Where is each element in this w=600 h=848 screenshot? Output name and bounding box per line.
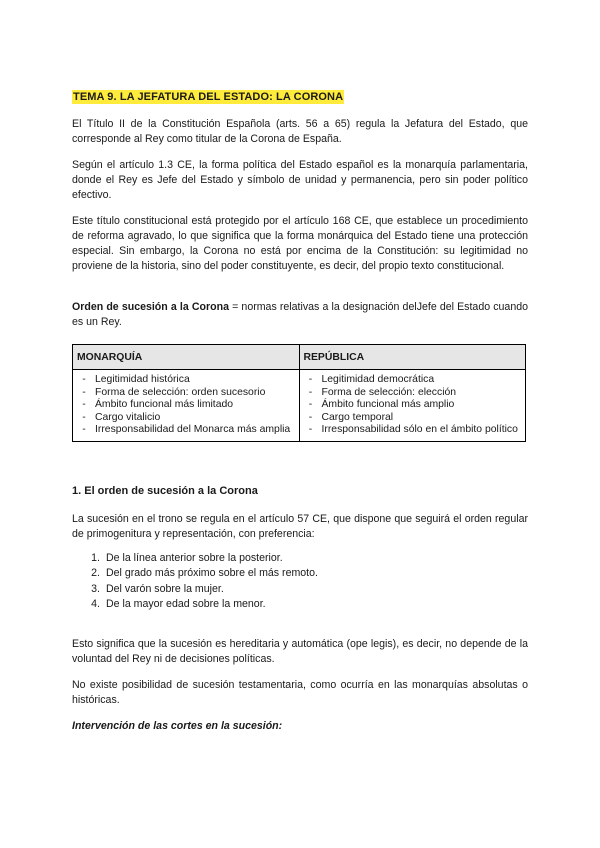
section-heading: 1. El orden de sucesión a la Corona [72, 485, 258, 497]
paragraph-titulo-ii: El Título II de la Constitución Española (arts. 56 a 65) regula la Jefatura del Estado, que corresponde al Rey como titular de la Corona de España. [72, 118, 528, 145]
list-item: 4. De la mayor edad sobre la menor. [91, 597, 266, 610]
paragraph-monarquia-parlamentaria: Según el artículo 1.3 CE, la forma política del Estado español es la monarquía parlamentaria, donde el Rey es Jefe del Estado y símbolo de unidad y permanencia, pero sin poder político efectivo. [72, 159, 528, 201]
list-item: - Legitimidad democrática [308, 374, 435, 385]
list-item: - Forma de selección: orden sucesorio [82, 386, 266, 398]
paragraph-articulo-57: La sucesión en el trono se regula en el artículo 57 CE, que dispone que seguirá el orden regular de primogenitura y representación, con preferencia: [72, 513, 528, 540]
subheading-intervencion-cortes: Intervención de las cortes en la sucesión: [72, 720, 283, 732]
paragraph-hereditaria: Esto significa que la sucesión es hereditaria y automática (ope legis), es decir, no depende de la voluntad del Rey ni de decisiones políticas. [72, 638, 528, 665]
paragraph-articulo-168: Este título constitucional está protegido por el artículo 168 CE, que establece un procedimiento de reforma agravado, lo que significa que la forma monárquica del Estado tiene una protección especial. Sin embargo, la Corona no está por encima de la Constitución: su legitimidad no proviene de la historia, sino del poder constituyente, es decir, del propio texto constitucional. [72, 215, 528, 272]
list-item: - Ámbito funcional más amplio [308, 399, 455, 411]
succession-rules-list [72, 551, 318, 612]
list-item: - Cargo temporal [308, 411, 394, 423]
republica-list [300, 374, 520, 437]
list-item: 1. De la línea anterior sobre la posterior. [91, 552, 283, 564]
list-item: - Irresponsabilidad sólo en el ámbito político [308, 424, 518, 436]
succession-definition [72, 300, 528, 330]
monarquia-list [73, 374, 293, 437]
list-item: - Forma de selección: elección [308, 386, 457, 398]
list-item: - Ámbito funcional más limitado [82, 399, 234, 411]
table-header-monarquia: MONARQUÍA [73, 345, 300, 370]
succession-definition-text: = normas relativas a la designación delJefe del Estado cuando es un Rey. [72, 301, 528, 328]
republica-cell [299, 370, 526, 442]
comparison-table [72, 344, 526, 442]
list-item: 3. Del varón sobre la mujer. [91, 582, 224, 595]
paragraph-testamentaria: No existe posibilidad de sucesión testamentaria, como ocurría en las monarquías absolutas o históricas. [72, 679, 528, 706]
list-item: - Legitimidad histórica [82, 374, 190, 385]
succession-definition-term: Orden de sucesión a la Corona [72, 301, 229, 313]
list-item: - Cargo vitalicio [82, 411, 161, 423]
list-item: 2. Del grado más próximo sobre el más remoto. [91, 567, 318, 580]
monarquia-cell [73, 370, 300, 442]
table-header-republica: REPÚBLICA [299, 345, 526, 370]
page-title: TEMA 9. LA JEFATURA DEL ESTADO: LA CORONA [73, 91, 344, 103]
list-item: - Irresponsabilidad del Monarca más amplia [82, 424, 291, 436]
